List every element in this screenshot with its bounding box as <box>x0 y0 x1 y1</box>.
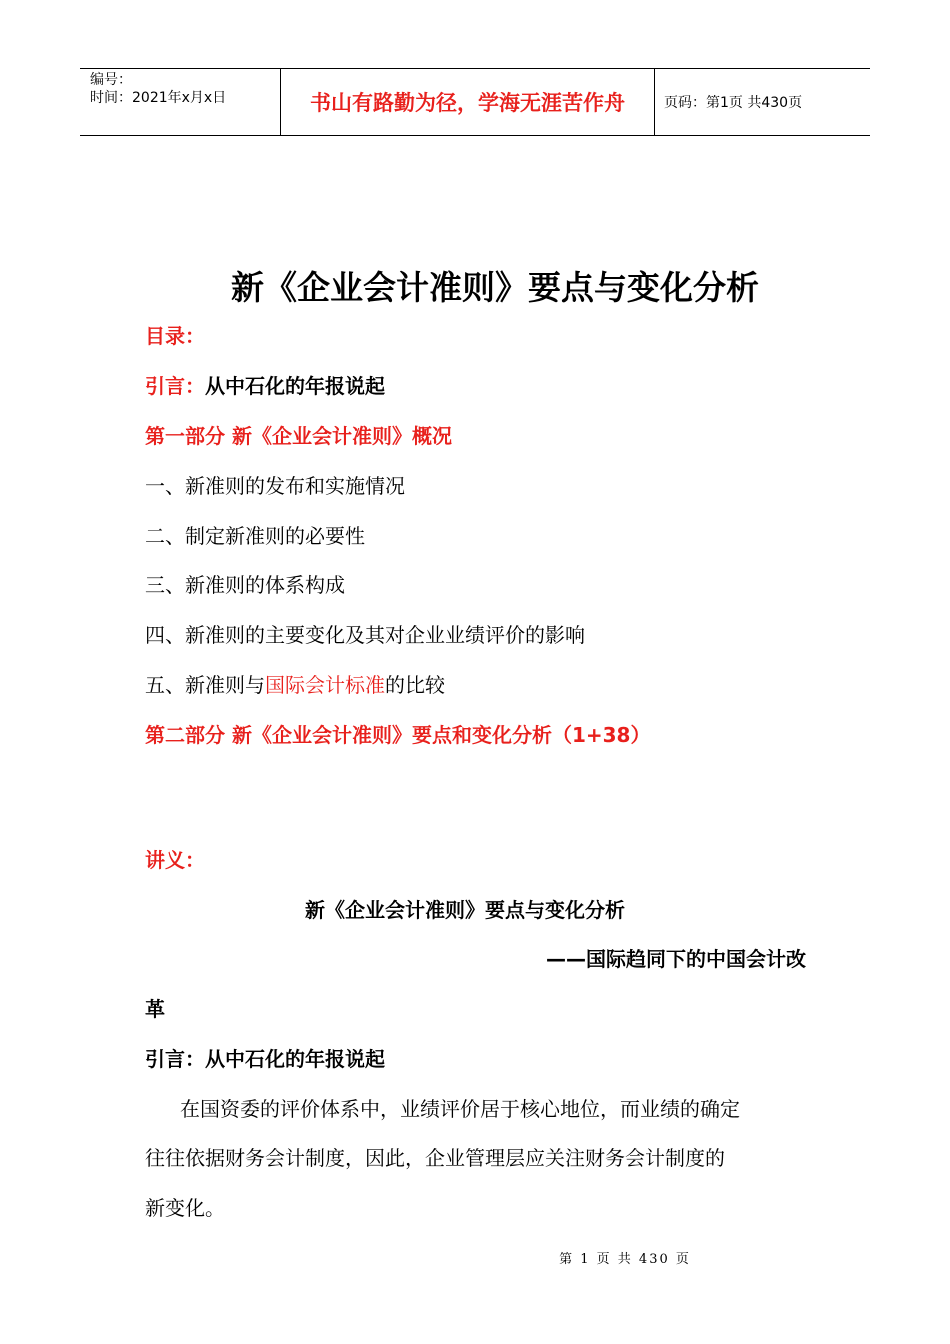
lecture-subtitle: ——国际趋同下的中国会计改 <box>546 947 806 971</box>
document-number: 编号： <box>90 72 132 88</box>
toc-item-5 <box>145 669 445 698</box>
toc-part1: 第一部分 新《企业会计准则》概况 <box>145 424 452 448</box>
toc-intro-text: 从中石化的年报说起 <box>205 374 385 398</box>
header-motto: 书山有路勤为径，学海无涯苦作舟 <box>281 69 655 135</box>
toc-heading: 目录： <box>145 324 205 348</box>
document-date: 时间：2021年x月x日 <box>90 90 227 106</box>
header-meta <box>80 69 281 135</box>
toc-intro <box>145 370 385 399</box>
paragraph-line-1: 在国资委的评价体系中，业绩评价居于核心地位，而业绩的确定 <box>180 1097 740 1121</box>
toc-intro-prefix: 引言： <box>145 374 205 398</box>
toc-item-5-link[interactable]: 国际会计标准 <box>265 673 385 697</box>
header-page-info: 页码：第1页 共430页 <box>664 95 803 111</box>
lecture-title: 新《企业会计准则》要点与变化分析 <box>305 898 625 922</box>
paragraph-line-3: 新变化。 <box>145 1196 225 1220</box>
toc-item-3: 三、新准则的体系构成 <box>145 573 345 597</box>
toc-item-5-prefix: 五、新准则与 <box>145 673 265 697</box>
lecture-subtitle-cont: 革 <box>145 997 165 1021</box>
toc-item-2: 二、制定新准则的必要性 <box>145 524 365 548</box>
document-title: 新《企业会计准则》要点与变化分析 <box>231 268 759 307</box>
toc-part2: 第二部分 新《企业会计准则》要点和变化分析（1+38） <box>145 723 651 747</box>
paragraph-line-2: 往往依据财务会计制度，因此，企业管理层应关注财务会计制度的 <box>145 1146 725 1170</box>
page-header <box>80 68 870 136</box>
lecture-intro-heading: 引言：从中石化的年报说起 <box>145 1047 385 1071</box>
page-footer: 第 1 页 共 430 页 <box>559 1252 691 1267</box>
toc-item-4: 四、新准则的主要变化及其对企业业绩评价的影响 <box>145 623 585 647</box>
lecture-heading: 讲义： <box>145 848 205 872</box>
toc-item-1: 一、新准则的发布和实施情况 <box>145 474 405 498</box>
toc-item-5-suffix: 的比较 <box>385 673 445 697</box>
